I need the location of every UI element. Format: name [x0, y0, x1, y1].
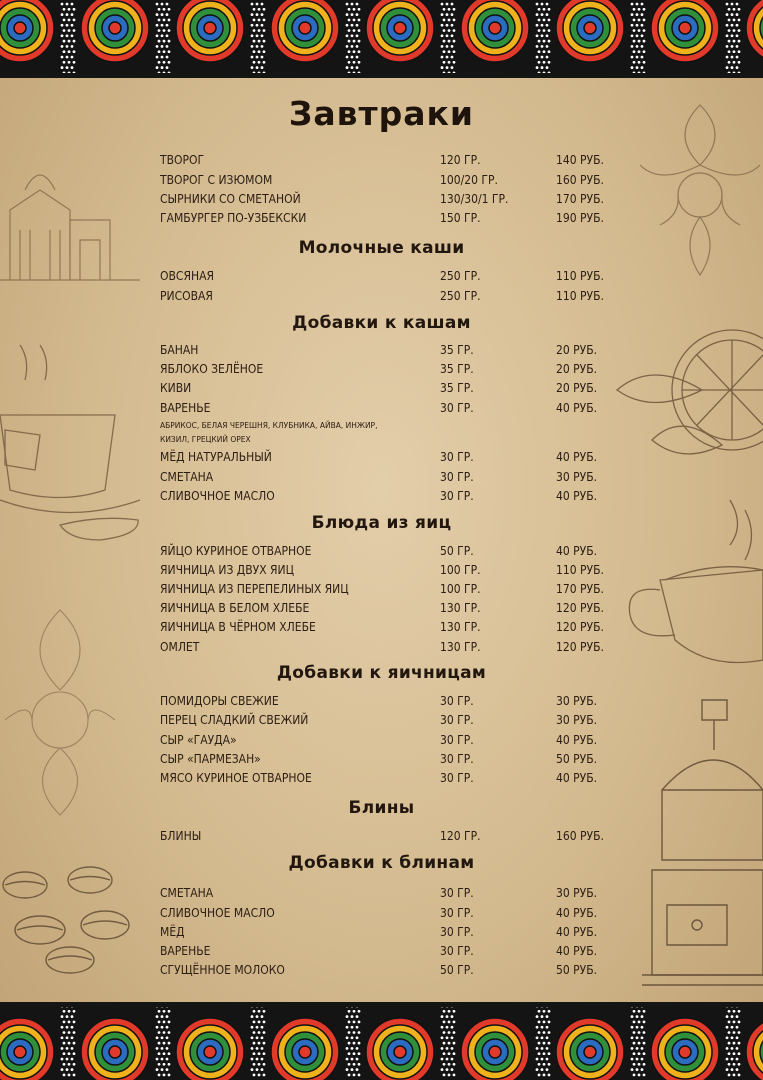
item-weight: 120 ГР. [440, 153, 481, 167]
item-price: 110 РУБ. [556, 269, 604, 283]
item-price: 20 РУБ. [556, 362, 598, 376]
item-price: 190 РУБ. [556, 211, 604, 225]
item-weight: 130/30/1 ГР. [440, 192, 509, 206]
item-price: 20 РУБ. [556, 381, 598, 395]
section-heading: Добавки к яичницам [276, 663, 487, 683]
item-name: ЯЙЦО КУРИНОЕ ОТВАРНОЕ [160, 544, 312, 558]
item-weight: 30 ГР. [440, 450, 474, 464]
item-weight: 35 ГР. [440, 362, 474, 376]
item-price: 40 РУБ. [556, 401, 598, 415]
item-name: МЁД [160, 925, 185, 939]
ornament-sketch-icon [0, 600, 150, 820]
section-heading: Молочные каши [298, 238, 465, 258]
item-name: ЯИЧНИЦА В ЧЁРНОМ ХЛЕБЕ [160, 620, 316, 634]
item-weight: 250 ГР. [440, 269, 481, 283]
item-weight: 100 ГР. [440, 563, 481, 577]
item-price: 110 РУБ. [556, 563, 604, 577]
item-name: СЫР «ГАУДА» [160, 733, 237, 747]
item-weight: 30 ГР. [440, 694, 474, 708]
item-name: ВАРЕНЬЕ [160, 944, 211, 958]
item-price: 110 РУБ. [556, 289, 604, 303]
coffee-beans-sketch-icon [0, 860, 150, 980]
item-weight: 120 ГР. [440, 829, 481, 843]
item-name: СЛИВОЧНОЕ МАСЛО [160, 489, 275, 503]
item-name: СЛИВОЧНОЕ МАСЛО [160, 906, 275, 920]
item-name: ПОМИДОРЫ СВЕЖИЕ [160, 694, 279, 708]
item-price: 40 РУБ. [556, 925, 598, 939]
section-heading: Добавки к блинам [288, 853, 475, 873]
item-price: 50 РУБ. [556, 752, 598, 766]
item-price: 30 РУБ. [556, 694, 598, 708]
item-price: 140 РУБ. [556, 153, 604, 167]
item-name: ОВСЯНАЯ [160, 269, 214, 283]
item-weight: 100/20 ГР. [440, 173, 498, 187]
item-weight: 130 ГР. [440, 640, 481, 654]
item-price: 30 РУБ. [556, 470, 598, 484]
item-name: ЯБЛОКО ЗЕЛЁНОЕ [160, 362, 264, 376]
item-weight: 30 ГР. [440, 752, 474, 766]
note-line: КИЗИЛ, ГРЕЦКИЙ ОРЕХ [160, 435, 251, 444]
item-price: 40 РУБ. [556, 450, 598, 464]
item-name: БАНАН [160, 343, 199, 357]
ornament-band-bottom [0, 1002, 763, 1080]
item-weight: 35 ГР. [440, 381, 474, 395]
item-name: БЛИНЫ [160, 829, 202, 843]
item-weight: 50 ГР. [440, 544, 474, 558]
item-price: 160 РУБ. [556, 829, 604, 843]
item-price: 20 РУБ. [556, 343, 598, 357]
item-name: МЁД НАТУРАЛЬНЫЙ [160, 450, 272, 464]
jam-flavours-note [160, 419, 377, 447]
item-price: 120 РУБ. [556, 640, 604, 654]
item-weight: 250 ГР. [440, 289, 481, 303]
item-weight: 30 ГР. [440, 713, 474, 727]
item-weight: 30 ГР. [440, 489, 474, 503]
item-name: ПЕРЕЦ СЛАДКИЙ СВЕЖИЙ [160, 713, 309, 727]
item-price: 40 РУБ. [556, 906, 598, 920]
item-name: ТВОРОГ [160, 153, 205, 167]
item-price: 170 РУБ. [556, 192, 604, 206]
item-price: 40 РУБ. [556, 489, 598, 503]
item-weight: 30 ГР. [440, 886, 474, 900]
item-price: 30 РУБ. [556, 886, 598, 900]
item-name: ВАРЕНЬЕ [160, 401, 211, 415]
item-name: СМЕТАНА [160, 470, 214, 484]
item-price: 170 РУБ. [556, 582, 604, 596]
architecture-sketch-icon [0, 150, 140, 290]
item-weight: 35 ГР. [440, 343, 474, 357]
item-name: СГУЩЁННОЕ МОЛОКО [160, 963, 285, 977]
item-weight: 150 ГР. [440, 211, 481, 225]
item-name: ОМЛЕТ [160, 640, 200, 654]
item-price: 40 РУБ. [556, 944, 598, 958]
item-price: 120 РУБ. [556, 601, 604, 615]
item-weight: 100 ГР. [440, 582, 481, 596]
item-weight: 130 ГР. [440, 601, 481, 615]
item-price: 30 РУБ. [556, 713, 598, 727]
lemon-sketch-icon [612, 320, 763, 470]
item-weight: 30 ГР. [440, 771, 474, 785]
item-price: 50 РУБ. [556, 963, 598, 977]
item-name: СЫР «ПАРМЕЗАН» [160, 752, 261, 766]
menu-title: Завтраки [288, 94, 475, 133]
item-name: ТВОРОГ С ИЗЮМОМ [160, 173, 273, 187]
item-weight: 30 ГР. [440, 906, 474, 920]
item-name: МЯСО КУРИНОЕ ОТВАРНОЕ [160, 771, 312, 785]
coffee-grinder-sketch-icon [632, 690, 763, 990]
item-name: КИВИ [160, 381, 192, 395]
item-name: ЯИЧНИЦА ИЗ ПЕРЕПЕЛИНЫХ ЯИЦ [160, 582, 349, 596]
item-weight: 130 ГР. [440, 620, 481, 634]
item-weight: 30 ГР. [440, 944, 474, 958]
item-price: 160 РУБ. [556, 173, 604, 187]
section-heading: Блины [348, 798, 415, 818]
section-heading: Блюда из яиц [311, 513, 452, 533]
item-name: СМЕТАНА [160, 886, 214, 900]
item-name: ГАМБУРГЕР ПО-УЗБЕКСКИ [160, 211, 307, 225]
item-weight: 30 ГР. [440, 470, 474, 484]
item-weight: 50 ГР. [440, 963, 474, 977]
section-heading: Добавки к кашам [292, 313, 471, 333]
item-weight: 30 ГР. [440, 733, 474, 747]
item-price: 40 РУБ. [556, 733, 598, 747]
item-name: ЯИЧНИЦА ИЗ ДВУХ ЯИЦ [160, 563, 294, 577]
item-name: РИСОВАЯ [160, 289, 213, 303]
item-weight: 30 ГР. [440, 401, 474, 415]
item-weight: 30 ГР. [440, 925, 474, 939]
item-name: СЫРНИКИ СО СМЕТАНОЙ [160, 192, 301, 206]
item-price: 40 РУБ. [556, 771, 598, 785]
item-price: 120 РУБ. [556, 620, 604, 634]
item-price: 40 РУБ. [556, 544, 598, 558]
note-line: АБРИКОС, БЕЛАЯ ЧЕРЕШНЯ, КЛУБНИКА, АЙВА, ИНЖИР, [160, 421, 378, 430]
ornament-band-top [0, 0, 763, 78]
item-name: ЯИЧНИЦА В БЕЛОМ ХЛЕБЕ [160, 601, 310, 615]
